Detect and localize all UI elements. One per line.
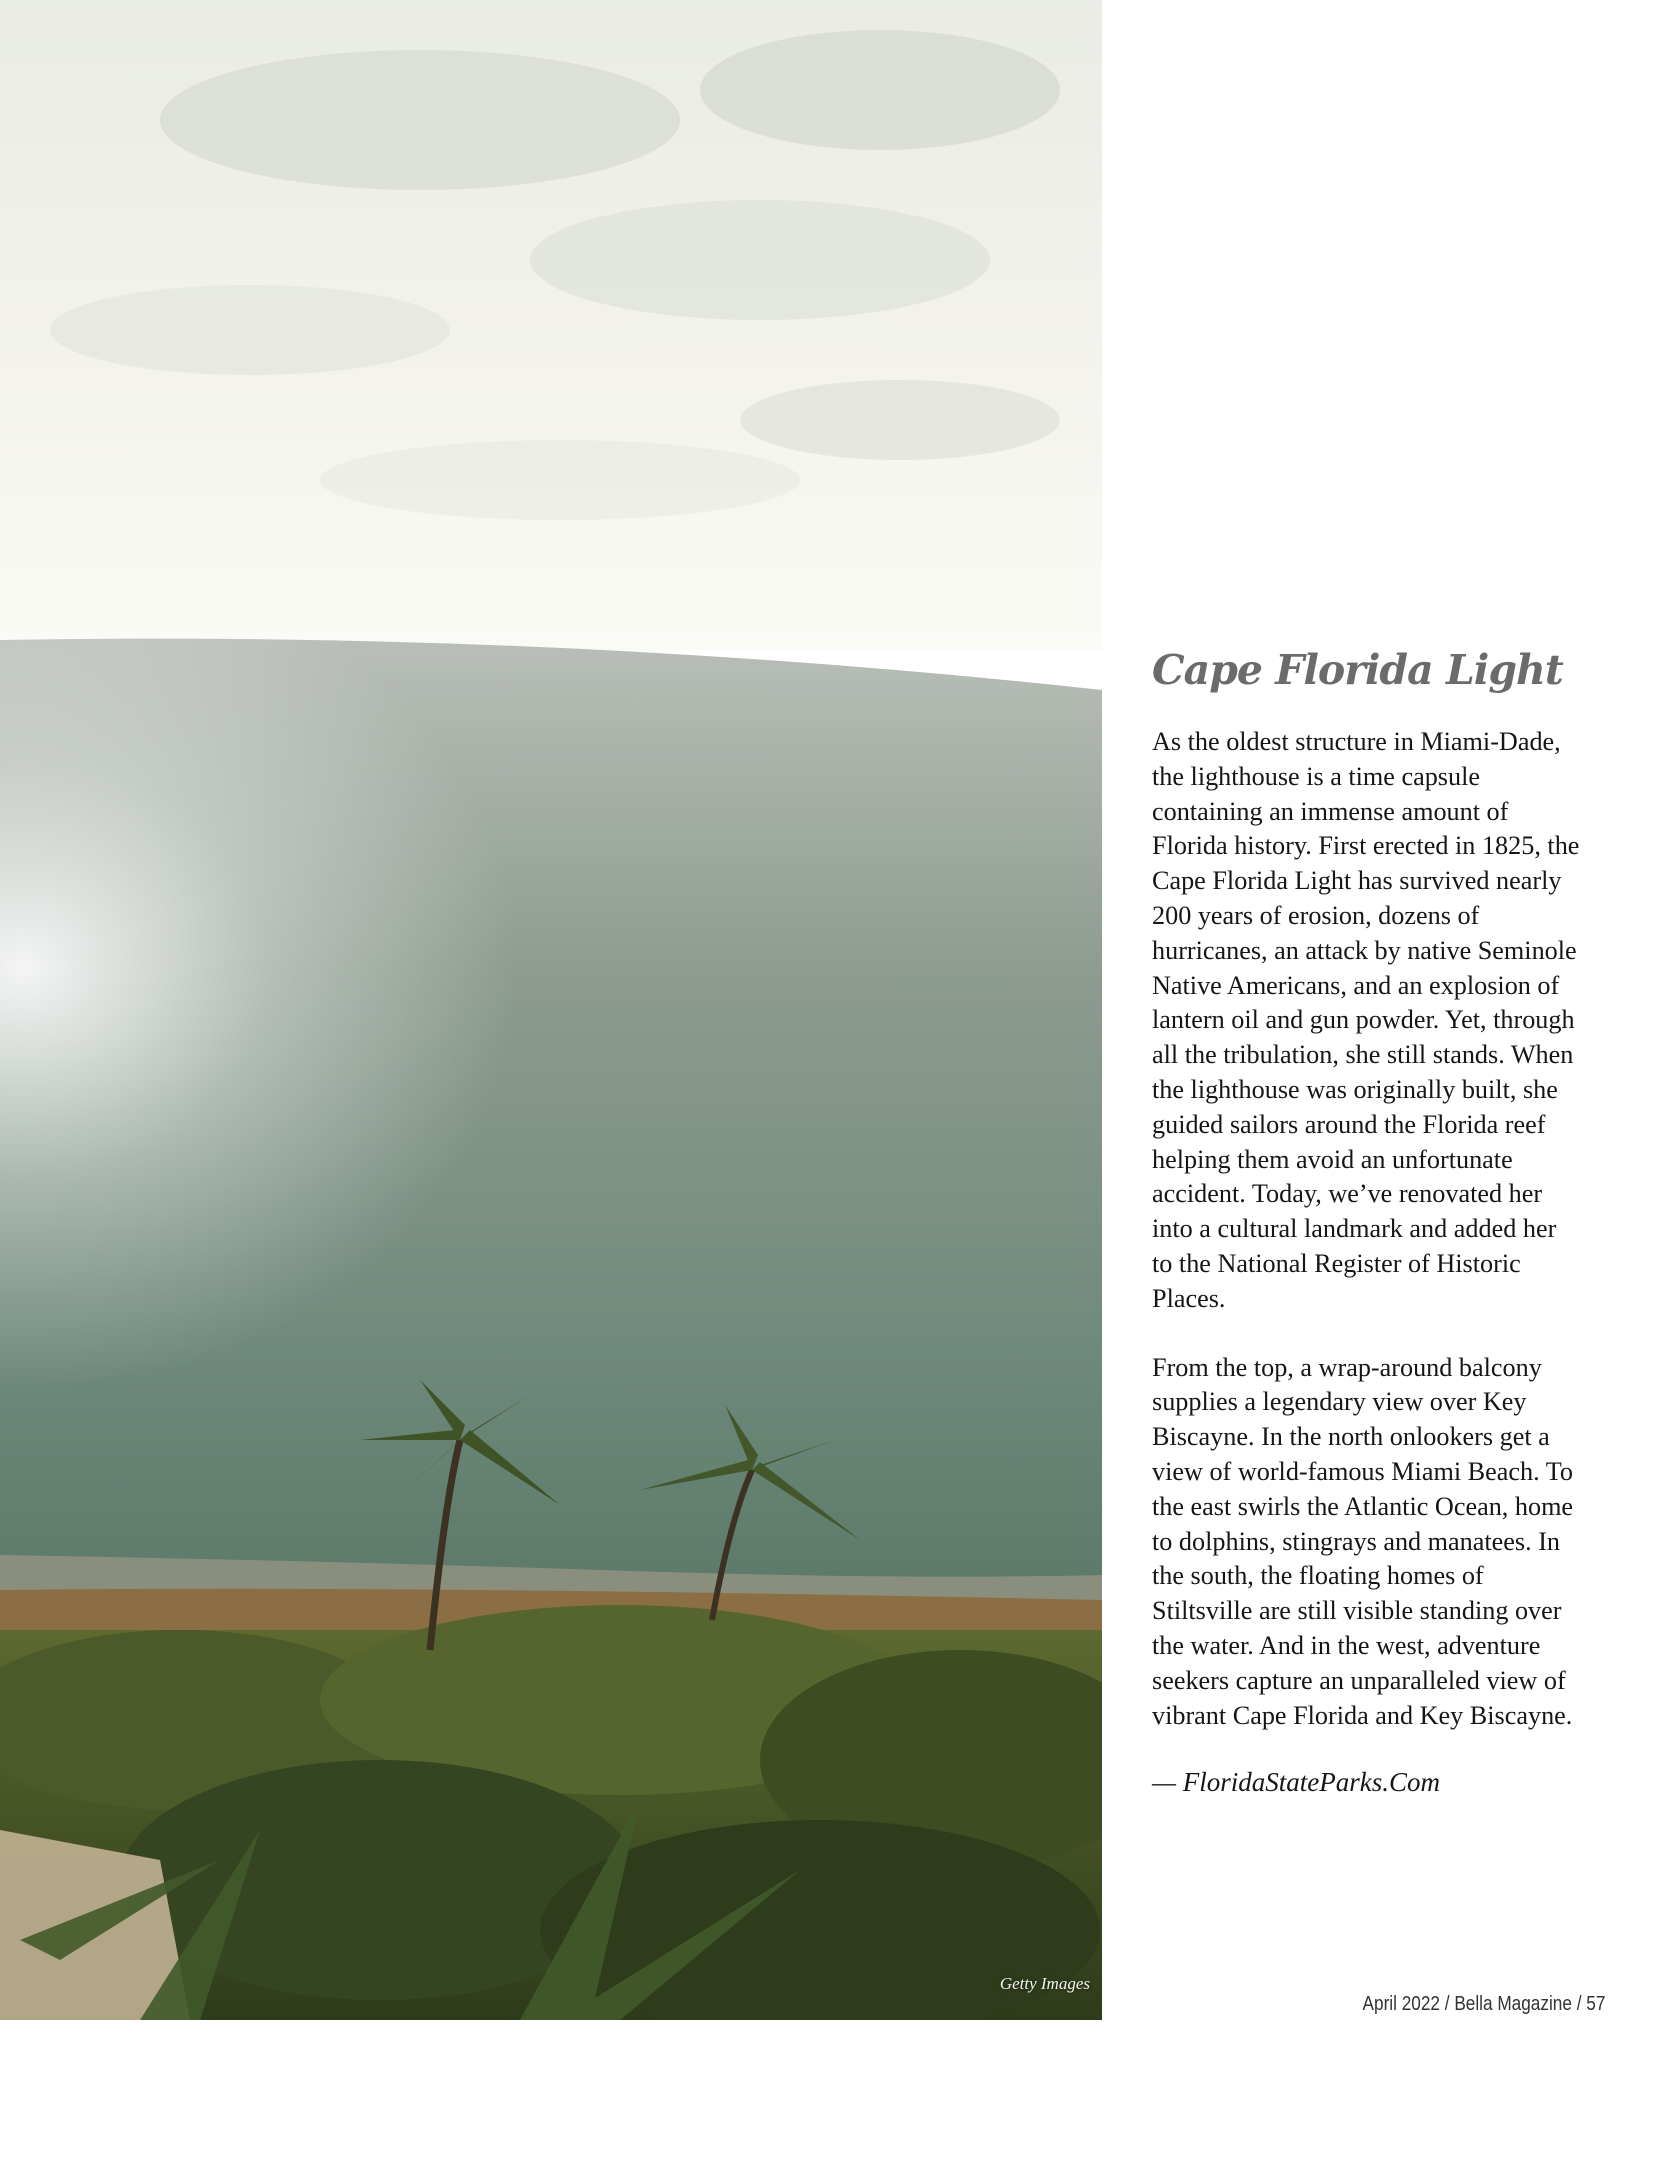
- article-title: Cape Florida Light: [1152, 646, 1563, 694]
- article-paragraph-2: From the top, a wrap-around balcony supplies a legendary view over Key Biscayne. In the north onlookers get a view of world-famous Miami Beach. To the east swirls the Atlantic Ocean, home to dolphins, stingrays and manatees. In the south, the floating homes of Stiltsville are still visible standing over the water. And in the west, adventure seekers capture an unparalleled view of vibrant Cape Florida and Key Biscayne.: [1152, 1352, 1574, 1730]
- article: [1152, 648, 1582, 1798]
- photo-credit: Getty Images: [999, 1974, 1090, 1993]
- article-source: — FloridaStateParks.Com: [1152, 1767, 1440, 1798]
- page-folio: April 2022 / Bella Magazine / 57: [1362, 1993, 1605, 2015]
- article-paragraph-1: As the oldest structure in Miami-Dade, the lighthouse is a time capsule containing an immense amount of Florida history. First erected in 1825, the Cape Florida Light has survived nearly 200 years of erosion, dozens of hurricanes, an attack by native Seminole Native Americans, and an explosion of lantern oil and gun powder. Yet, through all the tribulation, she still stands. When the lighthouse was originally built, she guided sailors around the Florida reef helping them avoid an unfortunate accident. Today, we’ve renovated her into a cultural landmark and added her to the National Register of Historic Places.: [1152, 727, 1580, 1313]
